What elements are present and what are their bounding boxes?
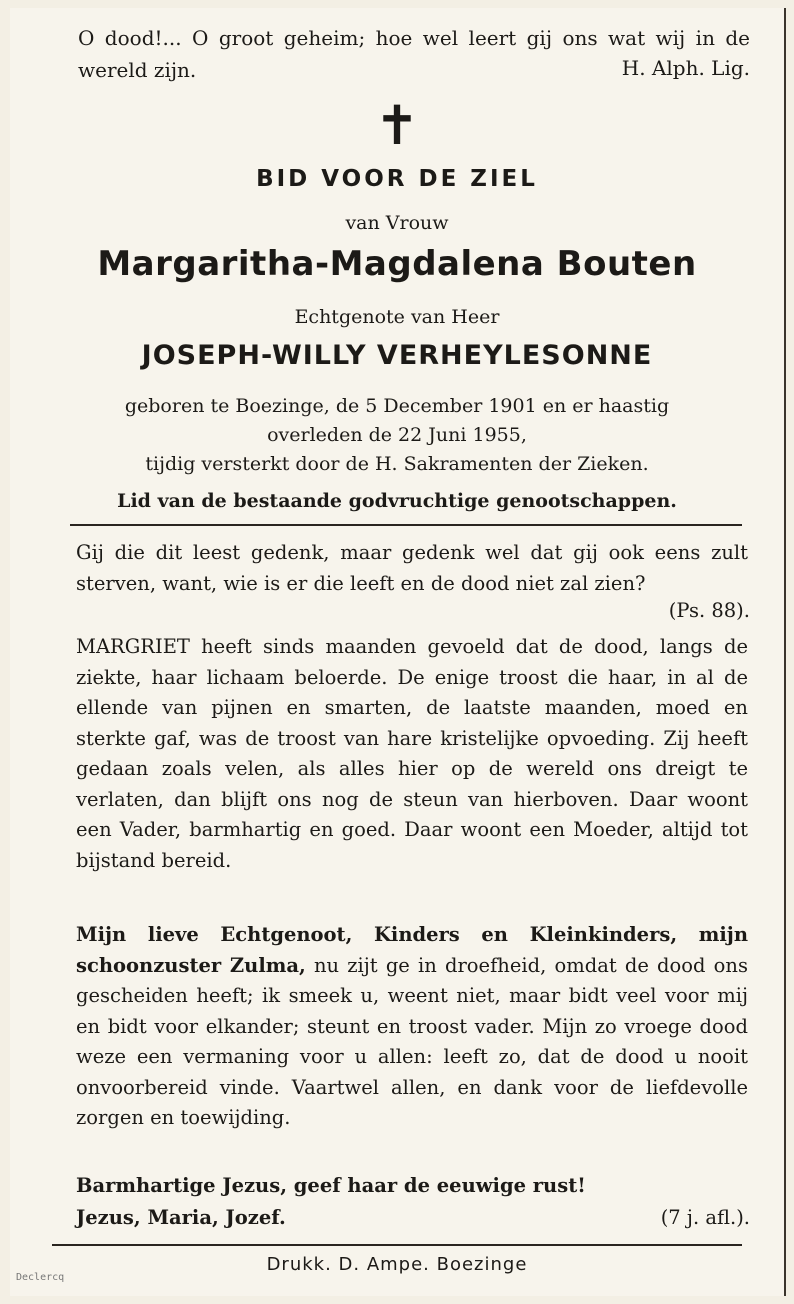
quote-source: H. Alph. Lig.: [621, 56, 750, 80]
title-pre: van Vrouw: [345, 212, 449, 234]
watermark: Declercq: [16, 1272, 65, 1283]
spouse-name: JOSEPH-WILLY VERHEYLESONNE: [141, 340, 653, 371]
birth-line: geboren te Boezinge, de 5 December 1901 en er haastig: [124, 395, 670, 417]
paragraph-farewell: [76, 920, 748, 1134]
sacrament-line: tijdig versterkt door de H. Sakramenten der Zieken.: [145, 453, 649, 475]
printer-credit: Drukk. D. Ampe. Boezinge: [266, 1254, 528, 1275]
membership: Lid van de bestaande godvruchtige genootschappen.: [117, 490, 677, 512]
paragraph-margriet: MARGRIET heeft sinds maanden gevoeld dat de dood, langs de ziekte, haar lichaam beloerde. De enige troost die haar, in al de ellende van pijnen en smarten, de laatste maanden, moed en sterkte gaf, was de troost van hare kristelijke opvoeding. Zij heeft gedaan zoals velen, als alles hier op de wereld ons dreigt te verlaten, dan blijft ons nog de steun van hierboven. Daar woont een Vader, barmhartig en goed. Daar woont een Moeder, altijd tot bijstand bereid.: [76, 635, 748, 872]
opening-quote: O dood!... O groot geheim; hoe wel leert gij ons wat wij in de wereld zijn.: [78, 26, 750, 82]
invocation: Jezus, Maria, Jozef.: [76, 1206, 286, 1229]
psalm-ref: (Ps. 88).: [668, 599, 750, 622]
farewell-addressees: Mijn lieve Echtgenoot, Kinders en Kleinkinders, mijn schoonzuster Zulma,: [76, 923, 748, 977]
life-details: [0, 392, 794, 479]
divider-bottom: [52, 1244, 742, 1246]
cross-icon: ✝: [374, 94, 420, 157]
deceased-name: Margaritha-Magdalena Bouten: [97, 244, 697, 284]
prayer: Barmhartige Jezus, geef haar de eeuwige rust!: [76, 1174, 586, 1197]
spouse-pre: Echtgenote van Heer: [294, 306, 500, 328]
divider-top: [70, 524, 742, 526]
psalm-text: Gij die dit leest gedenk, maar gedenk wel dat gij ook eens zult sterven, want, wie is er die leeft en de dood niet zal zien?: [76, 541, 748, 595]
death-line: overleden de 22 Juni 1955,: [267, 424, 527, 446]
heading: BID VOOR DE ZIEL: [256, 166, 538, 192]
indulgence: (7 j. afl.).: [660, 1206, 750, 1229]
farewell-message: nu zijt ge in droefheid, omdat de dood ons gescheiden heeft; ik smeek u, weent niet, maar bidt veel voor mij en bidt voor elkander; steunt en troost vader. Mijn zo vroege dood weze een vermaning voor u allen: leeft zo, dat de dood u nooit onvoorbereid vinde. Vaartwel allen, en dank voor de liefdevolle zorgen en toewijding.: [76, 953, 748, 1129]
